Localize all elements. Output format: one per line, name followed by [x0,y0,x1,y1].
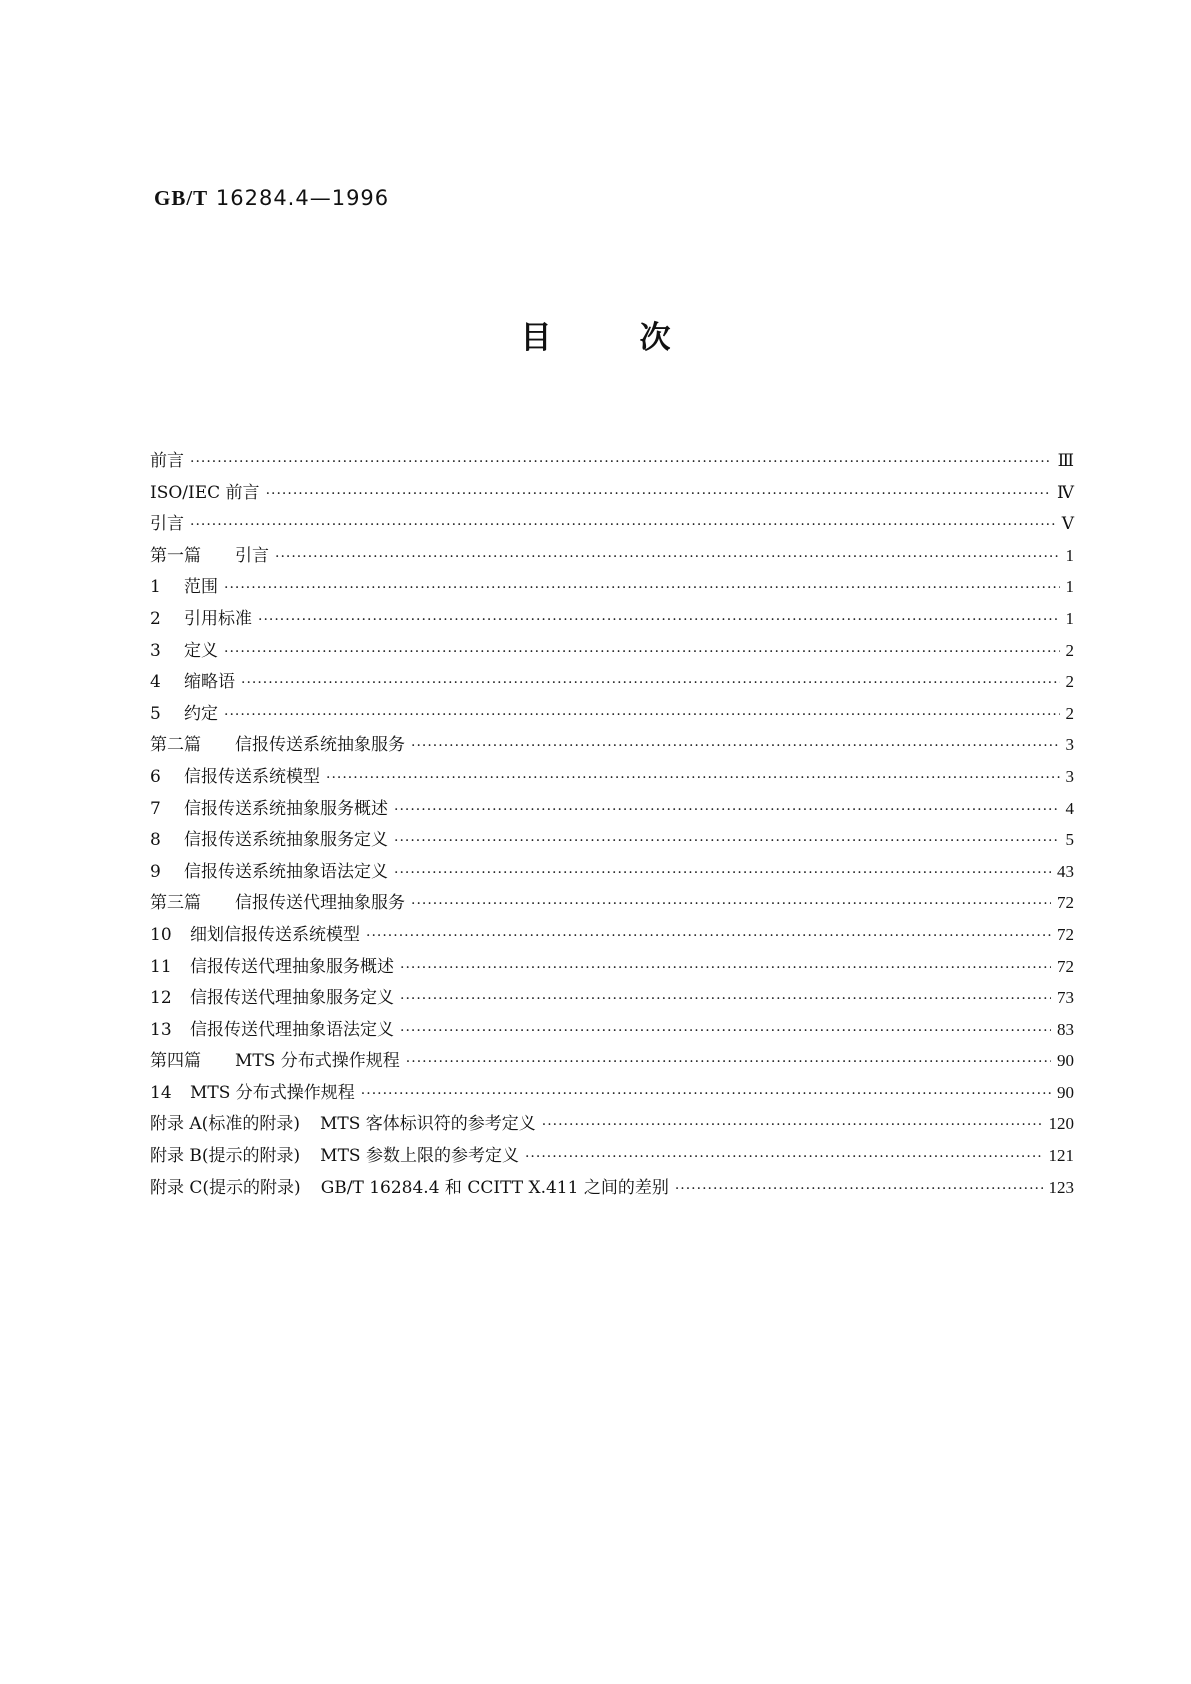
toc-leader-dots [361,1086,1051,1102]
toc-entry-label: 信报传送系统抽象语法定义 [184,861,388,882]
toc-entry-label: 引用标准 [184,608,252,629]
toc-entry [150,572,1074,604]
toc-entry [150,983,1074,1015]
toc-leader-dots [411,738,1060,754]
toc-entry-title [150,920,366,945]
toc-leader-dots [394,833,1060,849]
page-title: 目次 [520,320,759,356]
toc-entry-label: 约定 [184,703,218,724]
toc-entry-page: Ⅳ [1057,482,1074,502]
toc-entry-title [150,509,190,534]
toc-entry-label: MTS 客体标识符的参考定义 [319,1114,536,1135]
toc-entry [150,446,1074,478]
toc-entry-title [150,888,411,913]
toc-entry-page: 90 [1057,1082,1074,1102]
toc-entry-label: 信报传送代理抽象服务定义 [190,988,394,1009]
toc-leader-dots [542,1117,1043,1133]
toc-entry [150,762,1074,794]
toc-entry [150,1078,1074,1110]
toc-entry-page: 121 [1048,1146,1074,1166]
toc-entry [150,920,1074,952]
toc-entry-title [150,1078,361,1103]
toc-entry-title [150,636,224,661]
toc-entry-label: 信报传送系统抽象服务概述 [184,798,388,819]
toc-leader-dots [224,707,1060,723]
toc-entry-page: 4 [1065,798,1074,818]
toc-leader-dots [394,865,1051,881]
toc-entry [150,478,1074,510]
toc-entry [150,541,1074,573]
toc-entry-label: 信报传送系统抽象服务定义 [184,830,388,851]
toc-entry-title [150,1015,400,1040]
toc-entry-label: 定义 [184,640,218,661]
toc-entry-label: 缩略语 [184,672,235,693]
toc-entry-page: 120 [1048,1114,1074,1134]
toc-entry-number: 第四篇 [150,1051,201,1072]
toc-entry [150,825,1074,857]
toc-entry [150,604,1074,636]
toc-entry-title [150,825,394,850]
toc-entry-label: 前言 [150,451,184,471]
toc-entry [150,888,1074,920]
toc-entry-page: 90 [1057,1051,1074,1071]
toc-entry-number: 10 [150,924,172,945]
toc-entry [150,1015,1074,1047]
toc-entry-title [150,1109,542,1134]
toc-entry-title [150,667,241,692]
toc-entry-page: 83 [1057,1019,1074,1039]
toc-entry-title [150,794,394,819]
toc-entry-title [150,1173,675,1198]
toc-entry-title [150,730,411,755]
toc-entry-title [150,478,266,503]
toc-entry-label: MTS 参数上限的参考定义 [320,1146,519,1167]
toc-entry-label: 引言 [235,545,269,566]
toc-entry-title [150,541,275,566]
toc-entry [150,509,1074,541]
toc-entry-number: 12 [150,988,172,1009]
toc-entry-label: 信报传送代理抽象服务概述 [190,956,394,977]
toc-entry-number: 4 [150,672,161,693]
toc-leader-dots [266,486,1051,502]
toc-entry-page: Ⅴ [1061,514,1074,534]
toc-entry-title [150,983,400,1008]
toc-entry-label: 信报传送代理抽象服务 [235,893,405,914]
toc-entry-title [150,1046,406,1071]
toc-leader-dots [525,1149,1043,1165]
toc-entry-page: 72 [1057,893,1074,913]
toc-leader-dots [394,802,1060,818]
toc-entry-label: 范围 [184,577,218,598]
toc-leader-dots [258,612,1060,628]
toc-entry-number: 11 [150,956,172,977]
toc-entry [150,1173,1074,1205]
toc-entry-number: 第二篇 [150,735,201,756]
toc-leader-dots [400,960,1051,976]
toc-entry-page: 1 [1065,608,1074,628]
toc-leader-dots [275,549,1060,565]
toc-entry-page: 2 [1065,672,1074,692]
toc-entry-title [150,699,224,724]
toc-entry-label: MTS 分布式操作规程 [235,1051,400,1072]
toc-entry-title [150,952,400,977]
toc-entry-label: 细划信报传送系统模型 [190,924,360,945]
toc-entry-number: 第一篇 [150,545,201,566]
toc-entry-label: MTS 分布式操作规程 [190,1082,355,1103]
toc-entry-label: 信报传送系统抽象服务 [235,735,405,756]
toc-entry-page: 3 [1065,766,1074,786]
toc-entry-page: 3 [1065,735,1074,755]
toc-entry-title [150,446,190,471]
toc-entry-page: 2 [1065,640,1074,660]
toc-entry-number: 14 [150,1082,172,1103]
toc-leader-dots [241,675,1060,691]
toc-leader-dots [411,896,1051,912]
toc-entry-title [150,604,258,629]
toc-entry-number: 2 [150,608,161,629]
toc-leader-dots [406,1054,1051,1070]
toc-entry-page: 72 [1057,956,1074,976]
toc-entry-title [150,762,326,787]
table-of-contents [150,446,1074,1204]
toc-leader-dots [366,928,1051,944]
toc-entry-label: 信报传送系统模型 [184,766,320,787]
toc-leader-dots [675,1181,1043,1197]
toc-entry-label: GB/T 16284.4 和 CCITT X.411 之间的差别 [320,1177,669,1198]
toc-entry [150,636,1074,668]
toc-entry-page: Ⅲ [1057,451,1074,470]
toc-entry [150,857,1074,889]
toc-entry-number: 7 [150,798,161,819]
toc-entry-page: 1 [1065,577,1074,597]
toc-entry-number: 附录 C(提示的附录) [150,1177,301,1198]
toc-entry-number: 6 [150,766,161,787]
toc-entry [150,1046,1074,1078]
toc-entry [150,952,1074,984]
toc-leader-dots [190,454,1052,470]
toc-entry-number: 附录 B(提示的附录) [150,1146,301,1167]
toc-entry-number: 13 [150,1019,172,1040]
toc-entry-label: 信报传送代理抽象语法定义 [190,1019,394,1040]
standard-code [154,186,389,211]
toc-leader-dots [224,644,1060,660]
toc-leader-dots [400,991,1051,1007]
toc-entry-page: 1 [1065,545,1074,565]
toc-entry-page: 73 [1057,988,1074,1008]
toc-leader-dots [400,1023,1051,1039]
toc-entry [150,1109,1074,1141]
toc-entry-page: 72 [1057,924,1074,944]
toc-entry-number: 附录 A(标准的附录) [150,1114,300,1135]
toc-entry [150,794,1074,826]
toc-entry-page: 5 [1065,830,1074,850]
toc-entry-number: 9 [150,861,161,882]
toc-entry-number: 第三篇 [150,893,201,914]
toc-entry [150,667,1074,699]
toc-entry-number: 1 [150,577,161,598]
toc-entry-page: 123 [1048,1177,1074,1197]
toc-entry-title [150,1141,525,1166]
toc-entry-page: 43 [1057,861,1074,881]
toc-entry-page: 2 [1065,703,1074,723]
toc-entry-title [150,857,394,882]
toc-entry-label: 引言 [150,514,184,535]
standard-prefix: GB/T [154,186,209,210]
toc-leader-dots [326,770,1060,786]
toc-entry [150,1141,1074,1173]
toc-entry-number: 5 [150,703,161,724]
toc-entry-title [150,572,224,597]
toc-entry-number: 3 [150,640,161,661]
standard-number: 16284.4—1996 [215,186,390,210]
toc-entry-number: 8 [150,830,161,851]
toc-leader-dots [224,580,1060,596]
toc-entry [150,699,1074,731]
toc-entry [150,730,1074,762]
toc-leader-dots [190,517,1056,533]
toc-entry-label: ISO/IEC 前言 [150,482,260,503]
